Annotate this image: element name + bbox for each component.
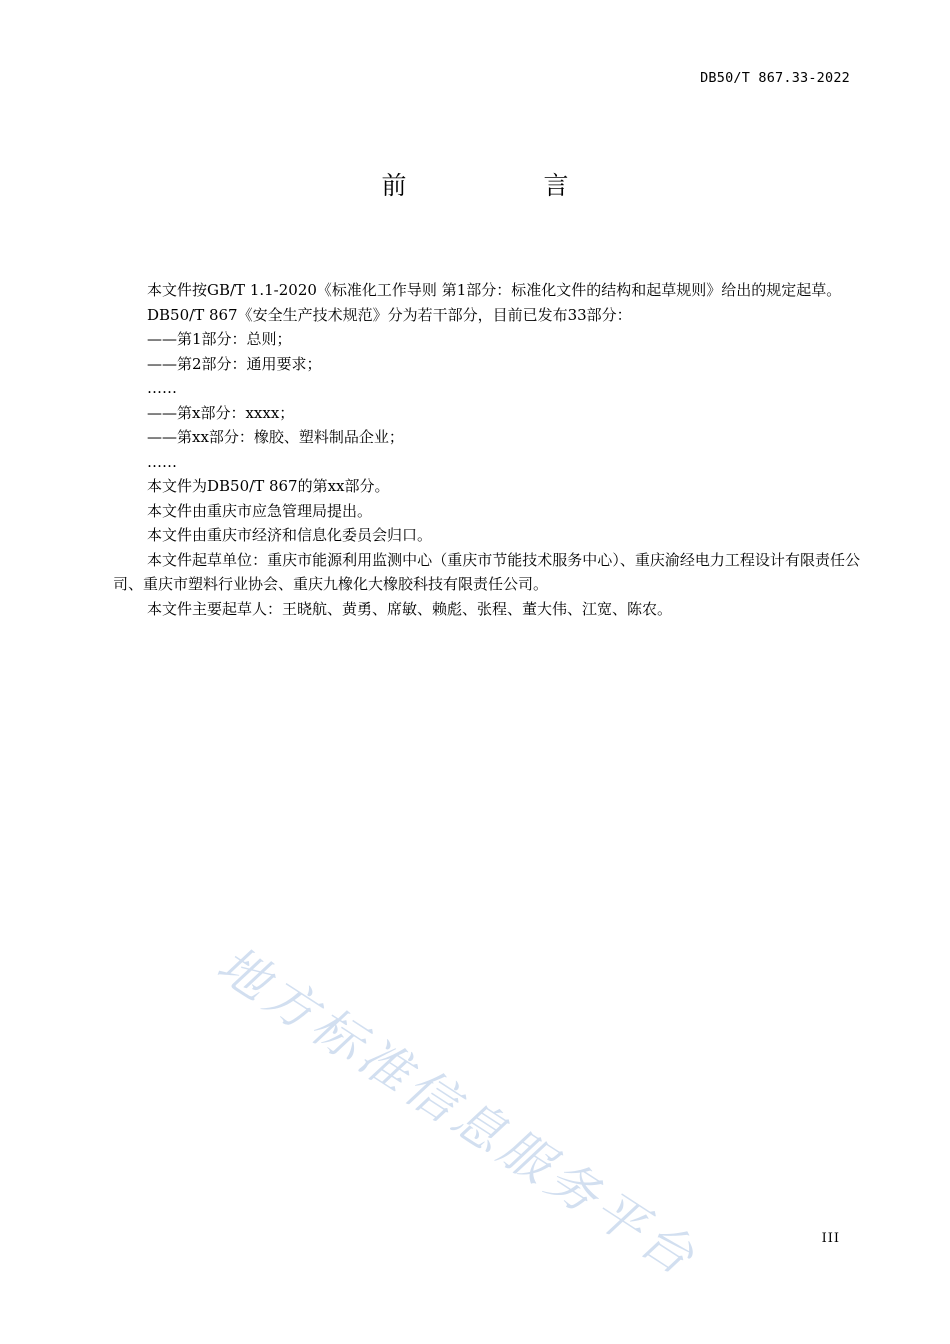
list-item-part-2: ——第2部分：通用要求； — [147, 354, 322, 373]
preface-body — [113, 278, 860, 621]
paragraph-part-number: 本文件为DB50/T 867的第xx部分。 — [147, 477, 390, 495]
list-ellipsis: …… — [147, 379, 177, 397]
standard-code: DB50/T 867.33-2022 — [700, 70, 850, 86]
paragraph-drafting-rules: 本文件按GB/T 1.1-2020《标准化工作导则 第1部分：标准化文件的结构和起草规则》给出的规定起草。 — [147, 281, 842, 299]
paragraph-series-intro: DB50/T 867《安全生产技术规范》分为若干部分，目前已发布33部分： — [147, 305, 632, 324]
paragraph-centralized-unit: 本文件由重庆市经济和信息化委员会归口。 — [147, 526, 433, 544]
list-item-part-1: ——第1部分：总则； — [147, 330, 292, 348]
list-item-part-xx: ——第xx部分：橡胶、塑料制品企业； — [147, 428, 404, 446]
watermark-text: 地方标准信息服务平台 — [207, 935, 709, 1289]
paragraph-proposer: 本文件由重庆市应急管理局提出。 — [147, 501, 373, 520]
page-title: 前 言 — [381, 171, 625, 200]
list-ellipsis: …… — [147, 452, 177, 471]
paragraph-drafters: 本文件主要起草人：王晓航、黄勇、席敏、赖彪、张程、董大伟、江宽、陈农。 — [147, 599, 673, 618]
paragraph-drafting-units: 本文件起草单位：重庆市能源利用监测中心（重庆市节能技术服务中心）、重庆渝经电力工程设计有限责任公司、重庆市塑料行业协会、重庆九橡化大橡胶科技有限责任公司。 — [113, 550, 860, 593]
page-number: III — [821, 1231, 840, 1246]
list-item-part-x: ——第x部分：xxxx； — [147, 403, 295, 422]
